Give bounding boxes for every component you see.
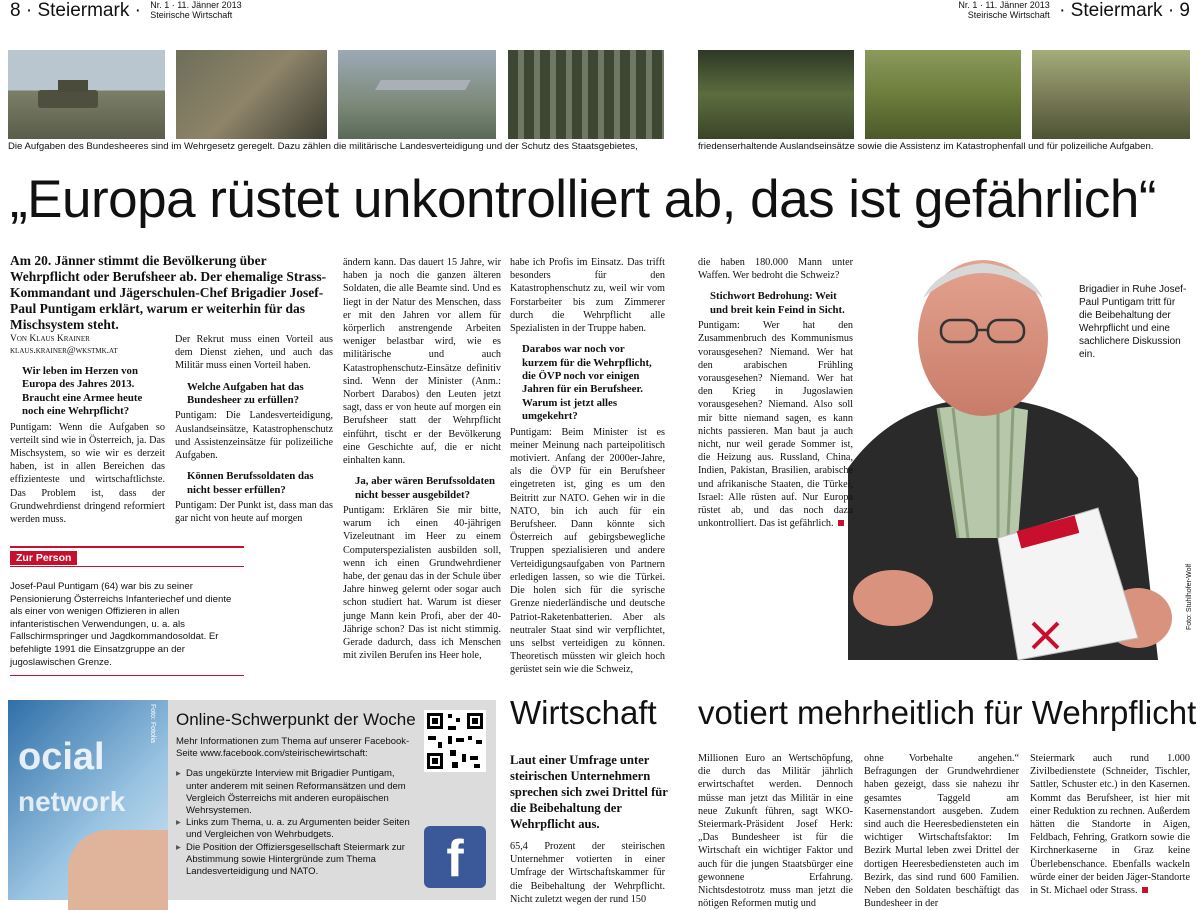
byline-email: klaus.krainer@wkstmk.at (10, 346, 118, 356)
interview-question: Können Berufssoldaten das nicht besser erfüllen? (187, 470, 314, 496)
online-intro: Mehr Informationen zum Thema auf unserer Facebook-Seite www.facebook.com/steirischewirtschaft: (176, 736, 410, 760)
interview-question: Ja, aber wären Berufssoldaten nicht besser ausgebildet? (355, 475, 495, 501)
wirtschaft-headline-left: Wirtschaft (510, 694, 657, 731)
wirtschaft-headline-right: votiert mehrheitlich für Wehrpflicht (698, 694, 1197, 731)
end-mark (838, 520, 844, 526)
wirtschaft-col-3: ohne Vorbehalte angehen.“ Befragungen der Grundwehrdiener haben gezeigt, dass sie nahezu ihr gesamtes Taggeld am Kasernenstandort ausgeben. Zudem sind auch die Heeresbediensteten ein wichtiger Wirtschaftsfaktor: Im Bezirk Murtal leben zwei Drittel der dortigen Heeresbediensteten auch im Bezirk, das sind rund 600 Familien. Neben den Soldaten beschäftigt das Bundesheer in der (864, 753, 1019, 910)
photo-caption-left: Die Aufgaben des Bundesheeres sind im Wehrgesetz geregelt. Dazu zählen die militärische Landesverteidigung und der Schutz des Staatsgebietes, (8, 141, 638, 152)
wirtschaft-col-4: Steiermark auch rund 1.000 Zivilbedienstete (Schneider, Tischler, Sattler, Schuster etc.) in den Kasernen. Kommt das Berufsheer, ist hier mit einer Reduktion zu rechnen. Außerdem hätten die Standorte in Aigen, Feldbach, Fehring, Gratkorn sowie die Kirchnerkaserne in Graz keine Überlebenschance. Ebenfalls wackeln würde einer der beiden Jäger-Standorte in St. Michael oder Strass. (1030, 753, 1190, 897)
interview-question: Darabos war noch vor kurzem für die Wehrpflicht, die ÖVP noch vor einigen Jahren für ein Berufsheer. Warum ist jetzt alles umgekehrt? (522, 343, 652, 423)
zur-person-text: Josef-Paul Puntigam (64) war bis zu seiner Pensionierung Österreichs Infanteriechef und diente als einer von wenigen Offizieren in allen infanteristischen Verwendungen, u. a. als Fallschirmspringer und Jagdkommandosoldat. Er befehligte 1991 die Einsatzgruppe an der jugoslawischen Grenze. (10, 581, 232, 668)
interview-question: Welche Aufgaben hat das Bundesheer zu erfüllen? (187, 380, 304, 407)
photo-soldiers-field (1032, 50, 1190, 139)
page-header-left: 8 · Steiermark · Nr. 1 · 11. Jänner 2013 Steirische Wirtschaft (10, 0, 242, 21)
byline-author: Von Klaus Krainer (10, 334, 90, 344)
issue-meta: Nr. 1 · 11. Jänner 2013 Steirische Wirtschaft (958, 0, 1050, 20)
section-name: Steiermark (1070, 0, 1163, 21)
photo-caption-right: friedenserhaltende Auslandseinsätze sowie die Assistenz im Katastrophenfall und für polizeiliche Aufgaben. (698, 141, 1154, 152)
online-box (168, 700, 496, 900)
photo-parade (508, 50, 664, 139)
interview-question: Wir leben im Herzen von Europa des Jahres 2013. Braucht eine Armee heute noch eine Wehrpflicht? (22, 365, 143, 418)
interview-answer: habe ich Profis im Einsatz. Das trifft besonders für den Katastrophenschutz zu, weil wir vom Forstarbeiter bis zum Zimmerer durch die Wehrpflicht alle Spezialisten in der Truppe haben. (510, 257, 665, 335)
page-header-right: Nr. 1 · 11. Jänner 2013 Steirische Wirtschaft · Steiermark · 9 (958, 0, 1190, 21)
column-5 (698, 256, 853, 656)
page-number: 9 (1179, 0, 1190, 21)
interview-answer: Puntigam: Erklären Sie mir bitte, warum ich einen 40-jährigen Vizeleutnant im Heer zu einem Computerspezialisten ausbilden soll, wenn ich einen Grundwehrdiener habe, der genau das in der Schule über Jahre hinweg gelernt oder sogar auch schon studiert hat. Warum ist dieser junge Mann kein Profi, aber der 40-Jährige schon? Das ist nicht stimmig. Gerade dadurch, dass ich Menschen mit zivilen Berufen ins Heer hole, (343, 505, 501, 662)
interview-answer: Der Rekrut muss einen Vorteil aus dem Dienst ziehen, und auch das Militär muss einen Vorteil haben. (175, 334, 333, 372)
qr-code-icon[interactable] (424, 710, 486, 772)
interview-answer: Puntigam: Wenn die Aufgaben so verteilt sind wie in Österreich, ja. Das Mischsystem, so wie wir es derzeit haben, ist in allen Bereichen das effizienteste und wirtschaftlichste. Das Problem ist, dass der Grundwehrdienst dringend reformiert werden muss. (10, 421, 165, 526)
article-lead: Am 20. Jänner stimmt die Bevölkerung über Wehrpflicht oder Berufsheer ab. Der ehemalige Strass-Kommandant und Jägerschulen-Chef Brigadier Josef-Paul Puntigam erklärt, warum er weiterhin für das Mischsystem steht. (10, 253, 327, 332)
column-3 (343, 256, 501, 666)
main-headline: „Europa rüstet unkontrolliert ab, das ist gefährlich“ (10, 170, 1156, 229)
list-item: ▸ Das ungekürzte Interview mit Brigadier Puntigam, unter anderem mit seinen Reformansätzen und dem Vergleich Österreichs mit anderen europäischen Wehrsystemen. (176, 768, 416, 817)
wirtschaft-lead: Laut einer Umfrage unter steirischen Unternehmern sprechen sich zwei Drittel für die Beibehaltung der Wehrpflicht aus. (510, 753, 668, 831)
online-list (176, 768, 416, 878)
interview-answer: Puntigam: Die Landesverteidigung, Auslandseinsätze, Katastrophenschutz und Assistenzeinsätze für polizeiliche Aufgaben. (175, 410, 333, 462)
photo-fighter-jet (338, 50, 496, 139)
column-2 (175, 333, 333, 538)
section-name: Steiermark (37, 0, 130, 21)
interview-answer: die haben 180.000 Mann unter Waffen. Wer bedroht die Schweiz? (698, 257, 853, 282)
interview-answer: Puntigam: Der Punkt ist, dass man das gar nicht von heute auf morgen (175, 500, 333, 525)
zur-person-label: Zur Person (10, 551, 77, 565)
page-number: 8 (10, 0, 21, 21)
wirtschaft-col-2: Millionen Euro an Wertschöpfung, die durch das Militär jährlich erwirtschaftet werden. Dennoch müsse man jetzt das Militär in eine neue Zukunft führen, sagt WKO-Steiermark-Präsident Josef Herk: „Das Bundesheer ist für die Wirtschaft ein wichtiger Faktor und auch für die jungen Staatsbürger eine gewonnene Erfahrung. Nichtsdestotrotz muss man jetzt die nötigen Reformen mutig und (698, 753, 853, 910)
list-item: ▸ Die Position der Offiziersgesellschaft Steiermark zur Abstimmung sowie Hintergründe zum Thema Landesverteidigung und NATO. (176, 842, 416, 879)
photo-soldiers-vehicle (176, 50, 327, 139)
interview-answer: Puntigam: Wer hat den Zusammenbruch des Kommunismus vorausgesehen? Niemand. Wer hat den arabischen Frühling vorausgesehen? Niemand. Wer hat den Krieg in Jugoslawien vorausgesehen? Niemand. Also soll mir bitte niemand sagen, es kann nichts passieren. Man baut ja auch nicht, nur weil gerade Sommer ist, die Heizung aus. Russland, China, Indien, Pakistan, Brasilien, arabische und afrikanische Staaten, die Türkei, Israel: Alle rüsten auf. Nur Europa rüstet ab, und das noch dazu unkontrolliert. Das ist gefährlich. (698, 320, 853, 530)
photo-credit: Foto: Stuhlhofer-Wolf (1186, 563, 1193, 630)
portrait-caption: Brigadier in Ruhe Josef-Paul Puntigam tritt für die Beibehaltung der Wehrpflicht und eine sachlichere Diskussion ein. (1079, 284, 1187, 360)
column-1 (10, 333, 165, 538)
column-4 (510, 256, 665, 676)
issue-meta: Nr. 1 · 11. Jänner 2013 Steirische Wirtschaft (150, 0, 242, 20)
interview-question: Stichwort Bedrohung: Weit und breit kein Feind in Sicht. (710, 290, 845, 316)
social-network-image: ocial network Foto: Fotolia (8, 700, 168, 900)
photo-excavator (865, 50, 1021, 139)
interview-answer: ändern kann. Das dauert 15 Jahre, wir haben ja noch die ganzen älteren Soldaten, die alle Beamte sind. Und es liegt in der Natur des Menschen, dass er mit den Jahren vor allem für körperlich anstrengende Arbeiten weniger belastbar wird, wie es militärische und auch Katastrophenschutz-Einsätze definitiv sind. Wenn der Minister (Anm.: Norbert Darabos) den Leuten jetzt sagt, dass er von heute auf morgen ein Berufsheer statt der Wehrpflicht einführt, tischt er der Bevölkerung eine Geschichte auf, die er nicht einhalten kann. (343, 257, 501, 467)
finger (68, 830, 168, 910)
photo-tank (8, 50, 165, 139)
facebook-icon[interactable]: f (424, 826, 486, 888)
zur-person-box (10, 546, 244, 676)
interview-answer: Puntigam: Beim Minister ist es meiner Meinung nach parteipolitisch motiviert. Anfang der 2000er-Jahre, als die ÖVP für ein Berufsheer eingetreten ist, ging es um den Beitritt zur NATO. Gehen wir in die NATO, bin ich auch für ein Berufsheer. Dann könnte sich Österreich auf gebirgsbewegliche Truppen spezialisieren und andere Verteidigungsaufgaben von Partnern erledigen lassen, so wie die Türkei. Die holen sich für die syrische Grenze niederländische und deutsche Patriot-Raketenbatterien. Aber als neutraler Staat sind wir verpflichtet, uns selbst verteidigen zu können. Theoretisch müssten wir gleich hoch gerüstet sein wie die Schweiz, (510, 426, 665, 676)
list-item: ▸ Links zum Thema, u. a. zu Argumenten beider Seiten und Vergleichen von Wehrbudgets. (176, 817, 416, 841)
online-title: Online-Schwerpunkt der Woche (176, 710, 416, 729)
end-mark (1142, 887, 1148, 893)
photo-soldiers-camouflage (698, 50, 854, 139)
wirtschaft-col-1: 65,4 Prozent der steirischen Unternehmer votierten in einer Umfrage der Wirtschaftskammer für die Beibehaltung der Wehrpflicht. Nicht zuletzt wegen der rund 150 (510, 841, 665, 905)
